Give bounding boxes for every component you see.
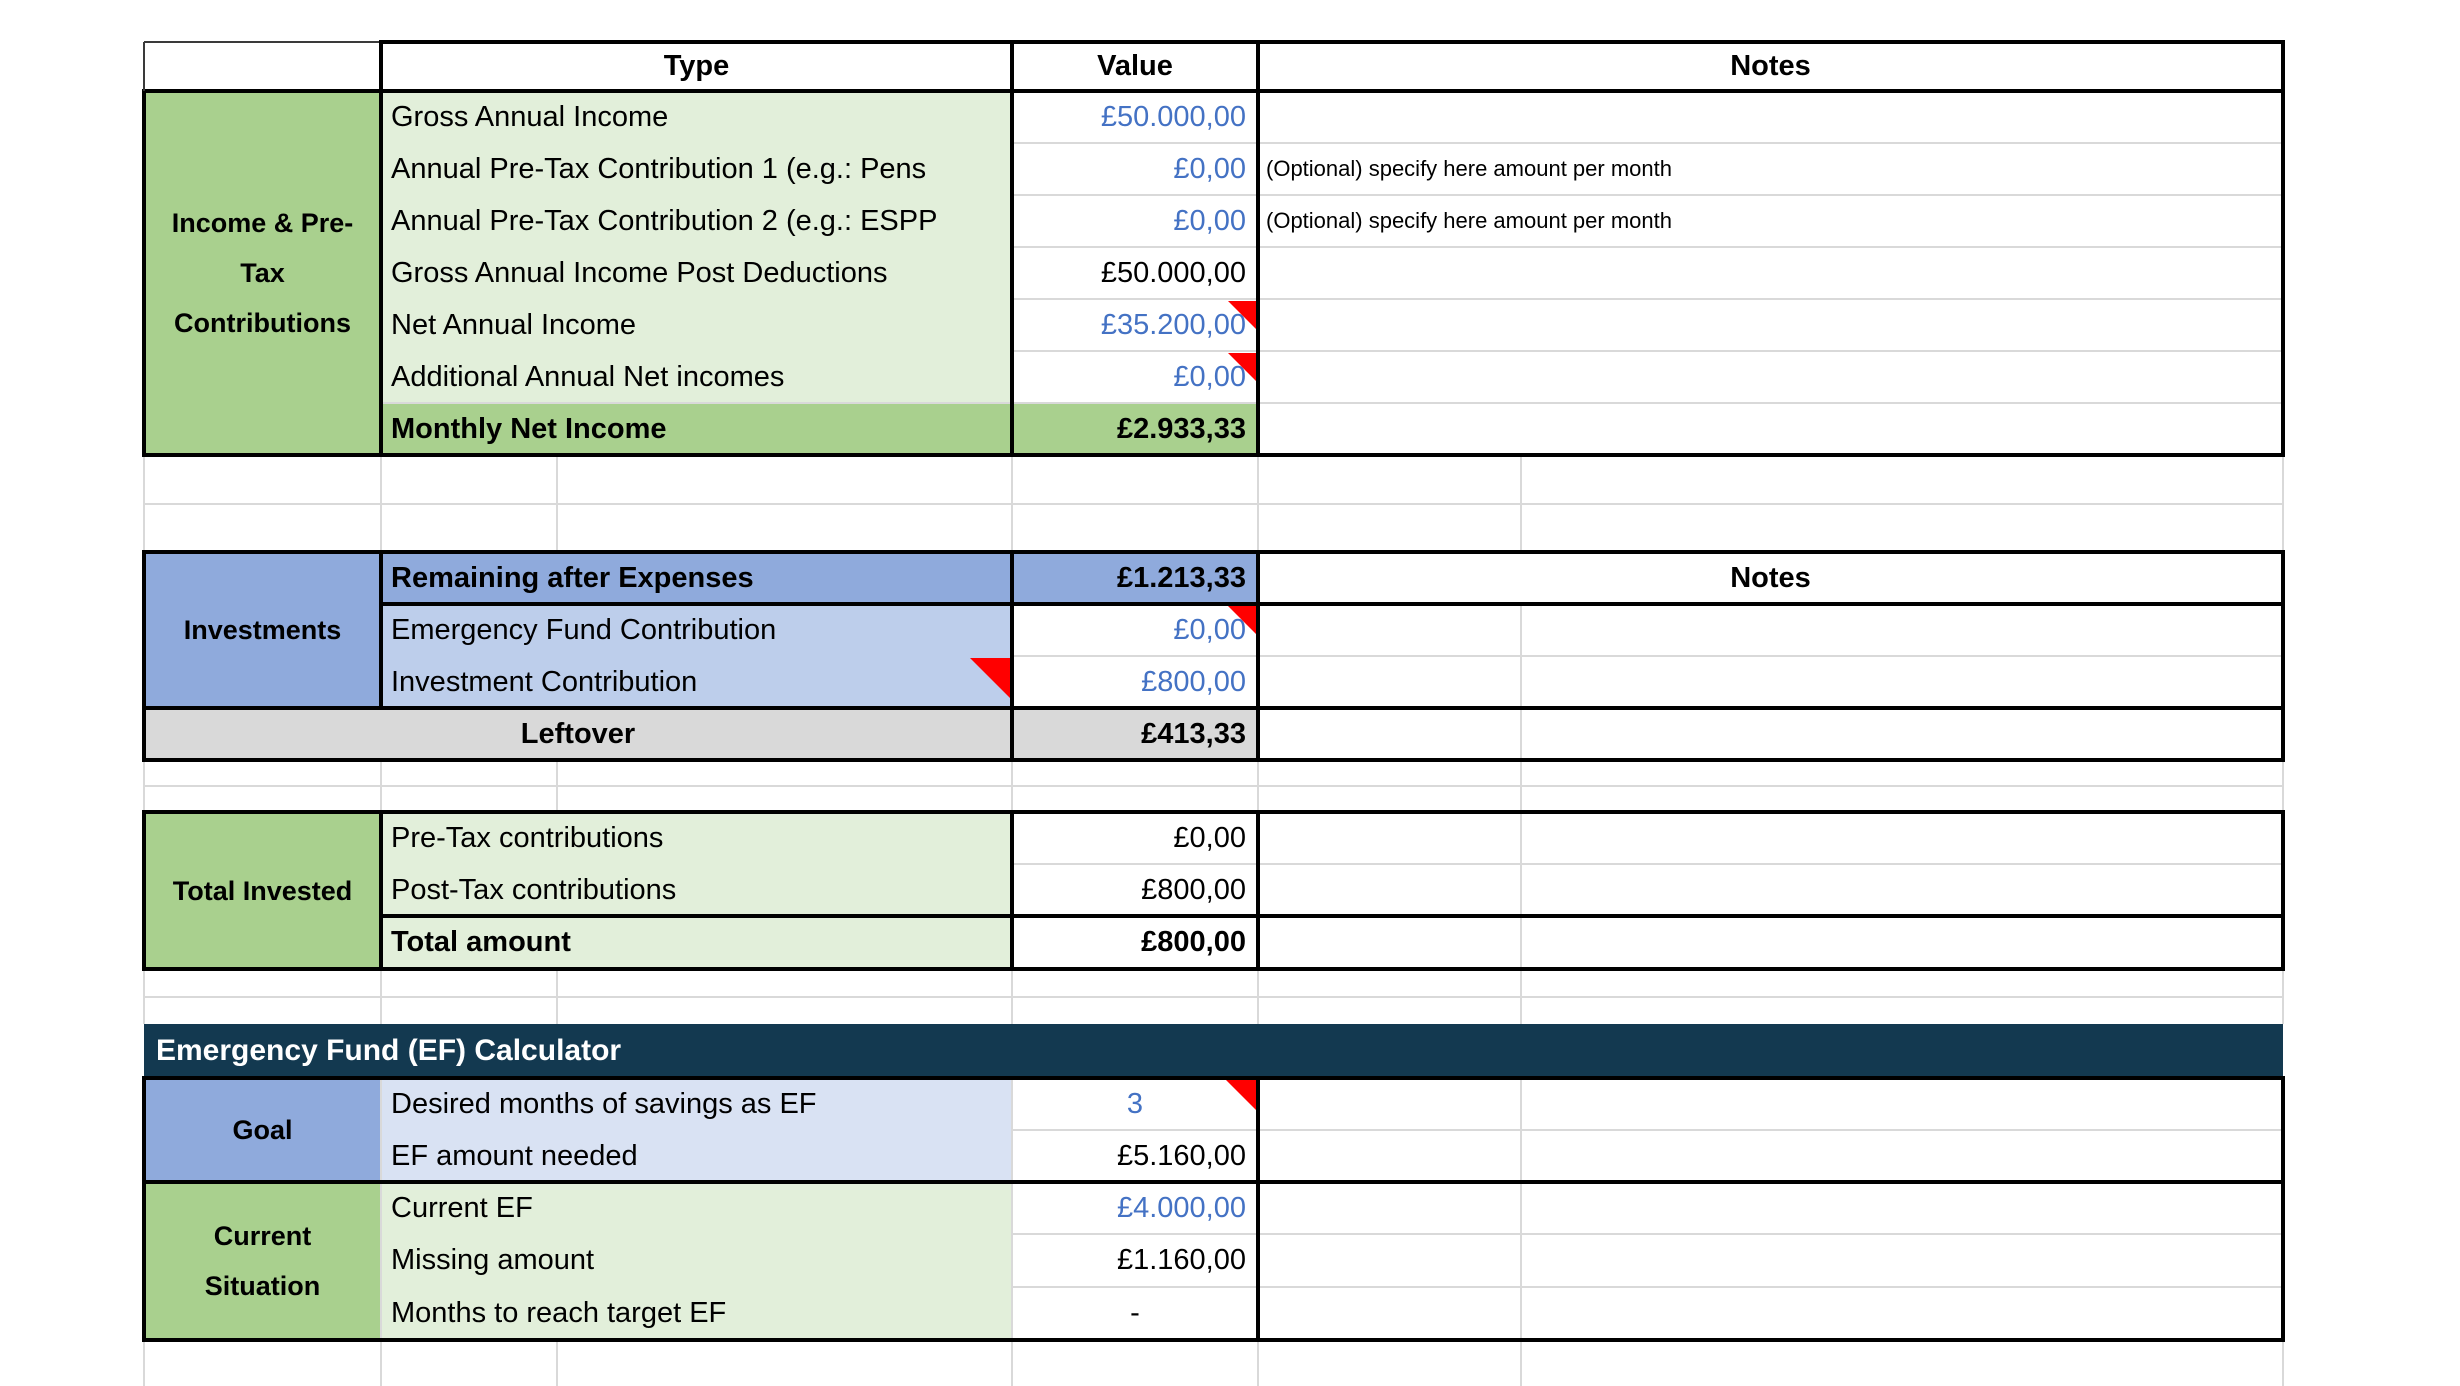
gridline bbox=[1011, 1342, 1013, 1386]
value-net-annual-income[interactable]: £35.200,00 bbox=[1100, 309, 1246, 341]
border-line bbox=[142, 1338, 2285, 1342]
gridline bbox=[1520, 1342, 1522, 1386]
border-line bbox=[142, 1180, 2285, 1184]
row-type-pretax-contributions[interactable]: Pre-Tax contributions bbox=[381, 812, 1012, 864]
border-line bbox=[142, 706, 2285, 710]
value-pretax-contributions[interactable]: £0,00 bbox=[1173, 822, 1246, 854]
row-type-additional-net-incomes[interactable]: Additional Annual Net incomes bbox=[391, 361, 785, 393]
gridline bbox=[2282, 760, 2284, 812]
note-pretax-contribution-2[interactable]: (Optional) specify here amount per month bbox=[1266, 208, 1672, 233]
gridline bbox=[1012, 246, 2283, 248]
gridline bbox=[556, 969, 558, 1024]
border-line bbox=[379, 42, 383, 455]
gridline bbox=[2282, 1342, 2284, 1386]
gridline bbox=[143, 455, 145, 552]
gridline bbox=[381, 402, 2283, 404]
gridline bbox=[1011, 1078, 1013, 1340]
border-line bbox=[142, 967, 2285, 971]
gridline bbox=[380, 455, 382, 552]
investments-notes-header[interactable]: Notes bbox=[1730, 562, 1811, 594]
column-header-type[interactable]: Type bbox=[663, 50, 730, 82]
value-current-ef[interactable]: £4.000,00 bbox=[1116, 1192, 1246, 1224]
border-line bbox=[142, 91, 146, 455]
border-line bbox=[379, 40, 2285, 44]
value-additional-net-incomes[interactable]: £0,00 bbox=[1173, 361, 1246, 393]
gridline bbox=[1012, 1286, 2283, 1288]
row-type-pretax-contribution-2[interactable]: Annual Pre-Tax Contribution 2 (e.g.: ESPP bbox=[391, 205, 938, 237]
gridline bbox=[1520, 604, 1522, 760]
gridline bbox=[144, 785, 2283, 787]
gridline bbox=[1012, 1233, 2283, 1235]
gridline bbox=[1520, 760, 1522, 812]
border-line bbox=[142, 1076, 2285, 1080]
row-type-gross-income-post-deductions[interactable]: Gross Annual Income Post Deductions bbox=[391, 257, 888, 289]
gridline bbox=[1012, 194, 2283, 196]
gridline bbox=[143, 760, 145, 812]
border-line bbox=[142, 89, 2285, 93]
gridline bbox=[1257, 969, 1259, 1024]
row-type-remaining-after-expenses[interactable]: Remaining after Expenses bbox=[381, 552, 1012, 604]
gridline bbox=[1011, 969, 1013, 1024]
border-line bbox=[142, 812, 146, 969]
gridline bbox=[1012, 350, 2283, 352]
gridline bbox=[380, 969, 382, 1024]
value-ef-amount-needed[interactable]: £5.160,00 bbox=[1116, 1140, 1246, 1172]
gridline bbox=[380, 760, 382, 812]
value-total-amount[interactable]: £800,00 bbox=[1141, 926, 1246, 958]
border-line bbox=[142, 810, 2285, 814]
border-line bbox=[142, 552, 146, 760]
gridline bbox=[556, 1342, 558, 1386]
value-emergency-fund-contribution[interactable]: £0,00 bbox=[1173, 614, 1246, 646]
row-type-ef-amount-needed[interactable]: EF amount needed bbox=[381, 1130, 1012, 1182]
value-leftover[interactable]: £413,33 bbox=[1012, 708, 1258, 760]
gridline bbox=[1012, 863, 2283, 865]
row-type-months-to-reach-target[interactable]: Months to reach target EF bbox=[381, 1287, 1012, 1340]
border-line bbox=[142, 453, 2285, 457]
section-label-goal[interactable]: Goal bbox=[144, 1078, 381, 1182]
border-line bbox=[381, 602, 2285, 606]
border-line bbox=[142, 758, 2285, 762]
gridline bbox=[143, 1342, 145, 1386]
row-type-current-ef[interactable]: Current EF bbox=[381, 1182, 1012, 1234]
gridline bbox=[556, 760, 558, 812]
gridline bbox=[1012, 655, 2283, 657]
gridline bbox=[144, 996, 2283, 998]
column-header-notes[interactable]: Notes bbox=[1730, 50, 1811, 82]
gridline bbox=[1257, 455, 1259, 552]
row-type-missing-amount[interactable]: Missing amount bbox=[381, 1234, 1012, 1287]
value-gross-income-post-deductions[interactable]: £50.000,00 bbox=[1100, 257, 1246, 289]
border-line bbox=[2281, 552, 2285, 760]
border-line bbox=[2281, 812, 2285, 969]
value-months-to-reach-target[interactable]: - bbox=[1130, 1297, 1140, 1329]
border-line bbox=[143, 42, 145, 91]
section-label-investments[interactable]: Investments bbox=[144, 552, 381, 708]
border-line bbox=[142, 550, 2285, 554]
value-gross-annual-income[interactable]: £50.000,00 bbox=[1100, 101, 1246, 133]
gridline bbox=[1011, 455, 1013, 552]
value-monthly-net-income[interactable]: £2.933,33 bbox=[1012, 403, 1258, 455]
gridline bbox=[556, 455, 558, 552]
gridline bbox=[2282, 969, 2284, 1024]
row-type-gross-annual-income[interactable]: Gross Annual Income bbox=[391, 101, 669, 133]
gridline bbox=[2282, 455, 2284, 552]
border-line bbox=[1010, 812, 1014, 969]
row-label-leftover[interactable]: Leftover bbox=[144, 708, 1012, 760]
value-desired-months-ef[interactable]: 3 bbox=[1126, 1088, 1144, 1120]
border-line bbox=[142, 1078, 146, 1340]
note-pretax-contribution-1[interactable]: (Optional) specify here amount per month bbox=[1266, 156, 1672, 181]
row-type-monthly-net-income[interactable]: Monthly Net Income bbox=[381, 403, 1012, 455]
gridline bbox=[1520, 969, 1522, 1024]
row-type-investment-contribution[interactable]: Investment Contribution bbox=[381, 656, 1012, 708]
gridline bbox=[380, 1342, 382, 1386]
border-line bbox=[1010, 552, 1014, 760]
border-line bbox=[1010, 42, 1014, 455]
row-type-desired-months-ef[interactable]: Desired months of savings as EF bbox=[381, 1078, 1012, 1130]
gridline bbox=[380, 1078, 382, 1340]
border-line bbox=[1256, 1078, 1260, 1340]
value-investment-contribution[interactable]: £800,00 bbox=[1141, 666, 1246, 698]
gridline bbox=[1520, 812, 1522, 969]
column-header-value[interactable]: Value bbox=[1097, 50, 1173, 82]
row-type-pretax-contribution-1[interactable]: Annual Pre-Tax Contribution 1 (e.g.: Pens bbox=[391, 153, 927, 185]
gridline bbox=[1257, 760, 1259, 812]
ef-calculator-title-bar[interactable]: Emergency Fund (EF) Calculator bbox=[144, 1024, 2283, 1078]
border-line bbox=[1256, 812, 1260, 969]
border-line bbox=[1256, 42, 1260, 455]
value-pretax-contribution-2[interactable]: £0,00 bbox=[1173, 205, 1246, 237]
gridline bbox=[1011, 760, 1013, 812]
value-pretax-contribution-1[interactable]: £0,00 bbox=[1173, 153, 1246, 185]
border-line bbox=[2281, 1078, 2285, 1340]
value-missing-amount[interactable]: £1.160,00 bbox=[1116, 1244, 1246, 1276]
value-remaining-after-expenses[interactable]: £1.213,33 bbox=[1012, 552, 1258, 604]
gridline bbox=[1520, 1078, 1522, 1340]
gridline bbox=[1012, 142, 2283, 144]
row-type-emergency-fund-contribution[interactable]: Emergency Fund Contribution bbox=[381, 604, 1012, 656]
gridline bbox=[143, 969, 145, 1024]
gridline bbox=[1257, 1342, 1259, 1386]
gridline bbox=[1012, 298, 2283, 300]
value-posttax-contributions[interactable]: £800,00 bbox=[1141, 874, 1246, 906]
border-line bbox=[381, 914, 2285, 918]
border-line bbox=[379, 812, 383, 969]
section-label-total-invested[interactable]: Total Invested bbox=[144, 812, 381, 969]
border-line bbox=[379, 552, 383, 708]
gridline bbox=[1012, 1129, 2283, 1131]
row-type-posttax-contributions[interactable]: Post-Tax contributions bbox=[381, 864, 1012, 916]
border-line bbox=[144, 41, 381, 43]
border-line bbox=[1256, 552, 1260, 760]
section-label-income-pretax[interactable]: Income & Pre-Tax Contributions bbox=[144, 91, 381, 455]
gridline bbox=[144, 503, 2283, 505]
border-line bbox=[2281, 42, 2285, 455]
section-label-current-situation[interactable]: Current Situation bbox=[144, 1182, 381, 1340]
row-type-net-annual-income[interactable]: Net Annual Income bbox=[391, 309, 637, 341]
row-type-total-amount[interactable]: Total amount bbox=[381, 916, 1012, 969]
gridline bbox=[1520, 455, 1522, 552]
